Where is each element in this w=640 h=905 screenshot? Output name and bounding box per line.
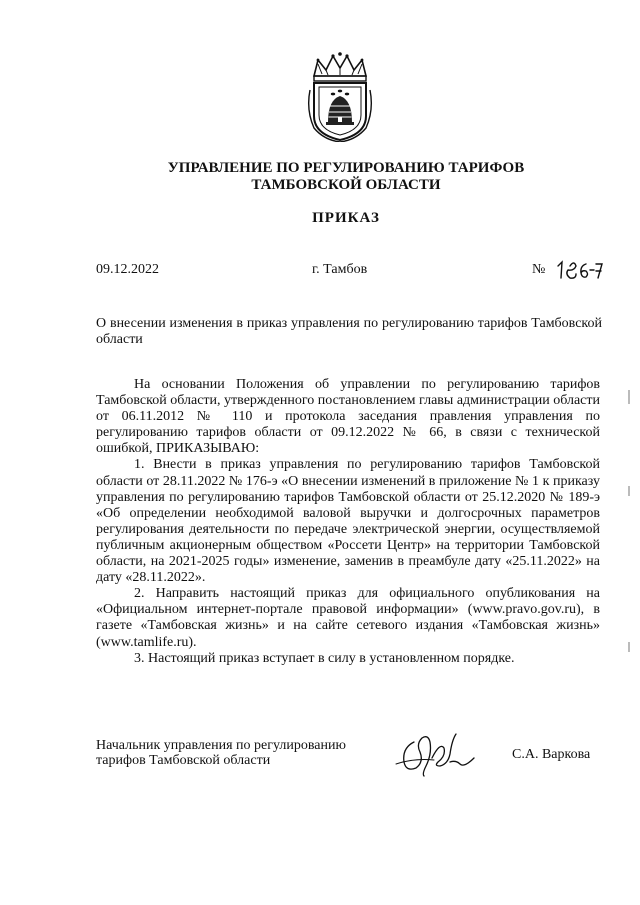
scan-mark <box>628 486 630 496</box>
coat-of-arms-icon <box>300 50 380 142</box>
document-city: г. Тамбов <box>312 262 368 277</box>
document-body <box>96 377 600 667</box>
scan-mark <box>628 642 630 652</box>
body-item-3: 3. Настоящий приказ вступает в силу в установленном порядке. <box>134 650 515 666</box>
document-number-label: № <box>532 262 546 277</box>
organization-line-2: ТАМБОВСКОЙ ОБЛАСТИ <box>251 177 441 193</box>
handwritten-signature-icon <box>394 728 478 778</box>
document-type: ПРИКАЗ <box>312 210 380 226</box>
signatory-position-line-1: Начальник управления по регулированию <box>96 738 346 753</box>
document-date: 09.12.2022 <box>96 262 159 277</box>
organization-line-1: УПРАВЛЕНИЕ ПО РЕГУЛИРОВАНИЮ ТАРИФОВ <box>167 160 525 176</box>
organization-title <box>0 160 640 194</box>
body-item-2: 2. Направить настоящий приказ для официального опубликования на «Официальном интернет-портале правовой информации» (www.pravo.gov.ru), в газете «Тамбовская жизнь» и на сайте сетевого издания «Тамбовская жизнь» (www.tamlife.ru). <box>96 586 600 650</box>
body-preamble: На основании Положения об управлении по регулированию тарифов Тамбовской области, утвержденного постановлением главы администрации области от 06.11.2012 № 110 и протокола заседания правления управления по регулированию тарифов области от 09.12.2022 № 66, в связи с технической ошибкой, ПРИКАЗЫВАЮ: <box>96 377 600 457</box>
body-item-1: 1. Внести в приказ управления по регулированию тарифов Тамбовской области от 28.11.2022 № 176-э «О внесении изменений в приложение № 1 к приказу управления по регулированию тарифов Тамбовской области от 25.12.2020 № 189-э «Об определении необходимой валовой выручки и долгосрочных параметров регулирования деятельности по передаче электрической энергии, осуществляемой публичным акционерным обществом «Россети Центр» на территории Тамбовской области, на 2021-2025 годы» изменение, заменив в преамбуле дату «25.11.2022» на дату «28.11.2022». <box>96 457 600 586</box>
signatory-position-line-2: тарифов Тамбовской области <box>96 753 271 768</box>
scan-mark <box>628 390 630 404</box>
signatory-position <box>96 738 346 768</box>
document-subject: О внесении изменения в приказ управления по регулированию тарифов Тамбовской области <box>96 316 602 347</box>
handwritten-number <box>556 258 604 280</box>
signatory-name: С.А. Варкова <box>512 747 591 762</box>
